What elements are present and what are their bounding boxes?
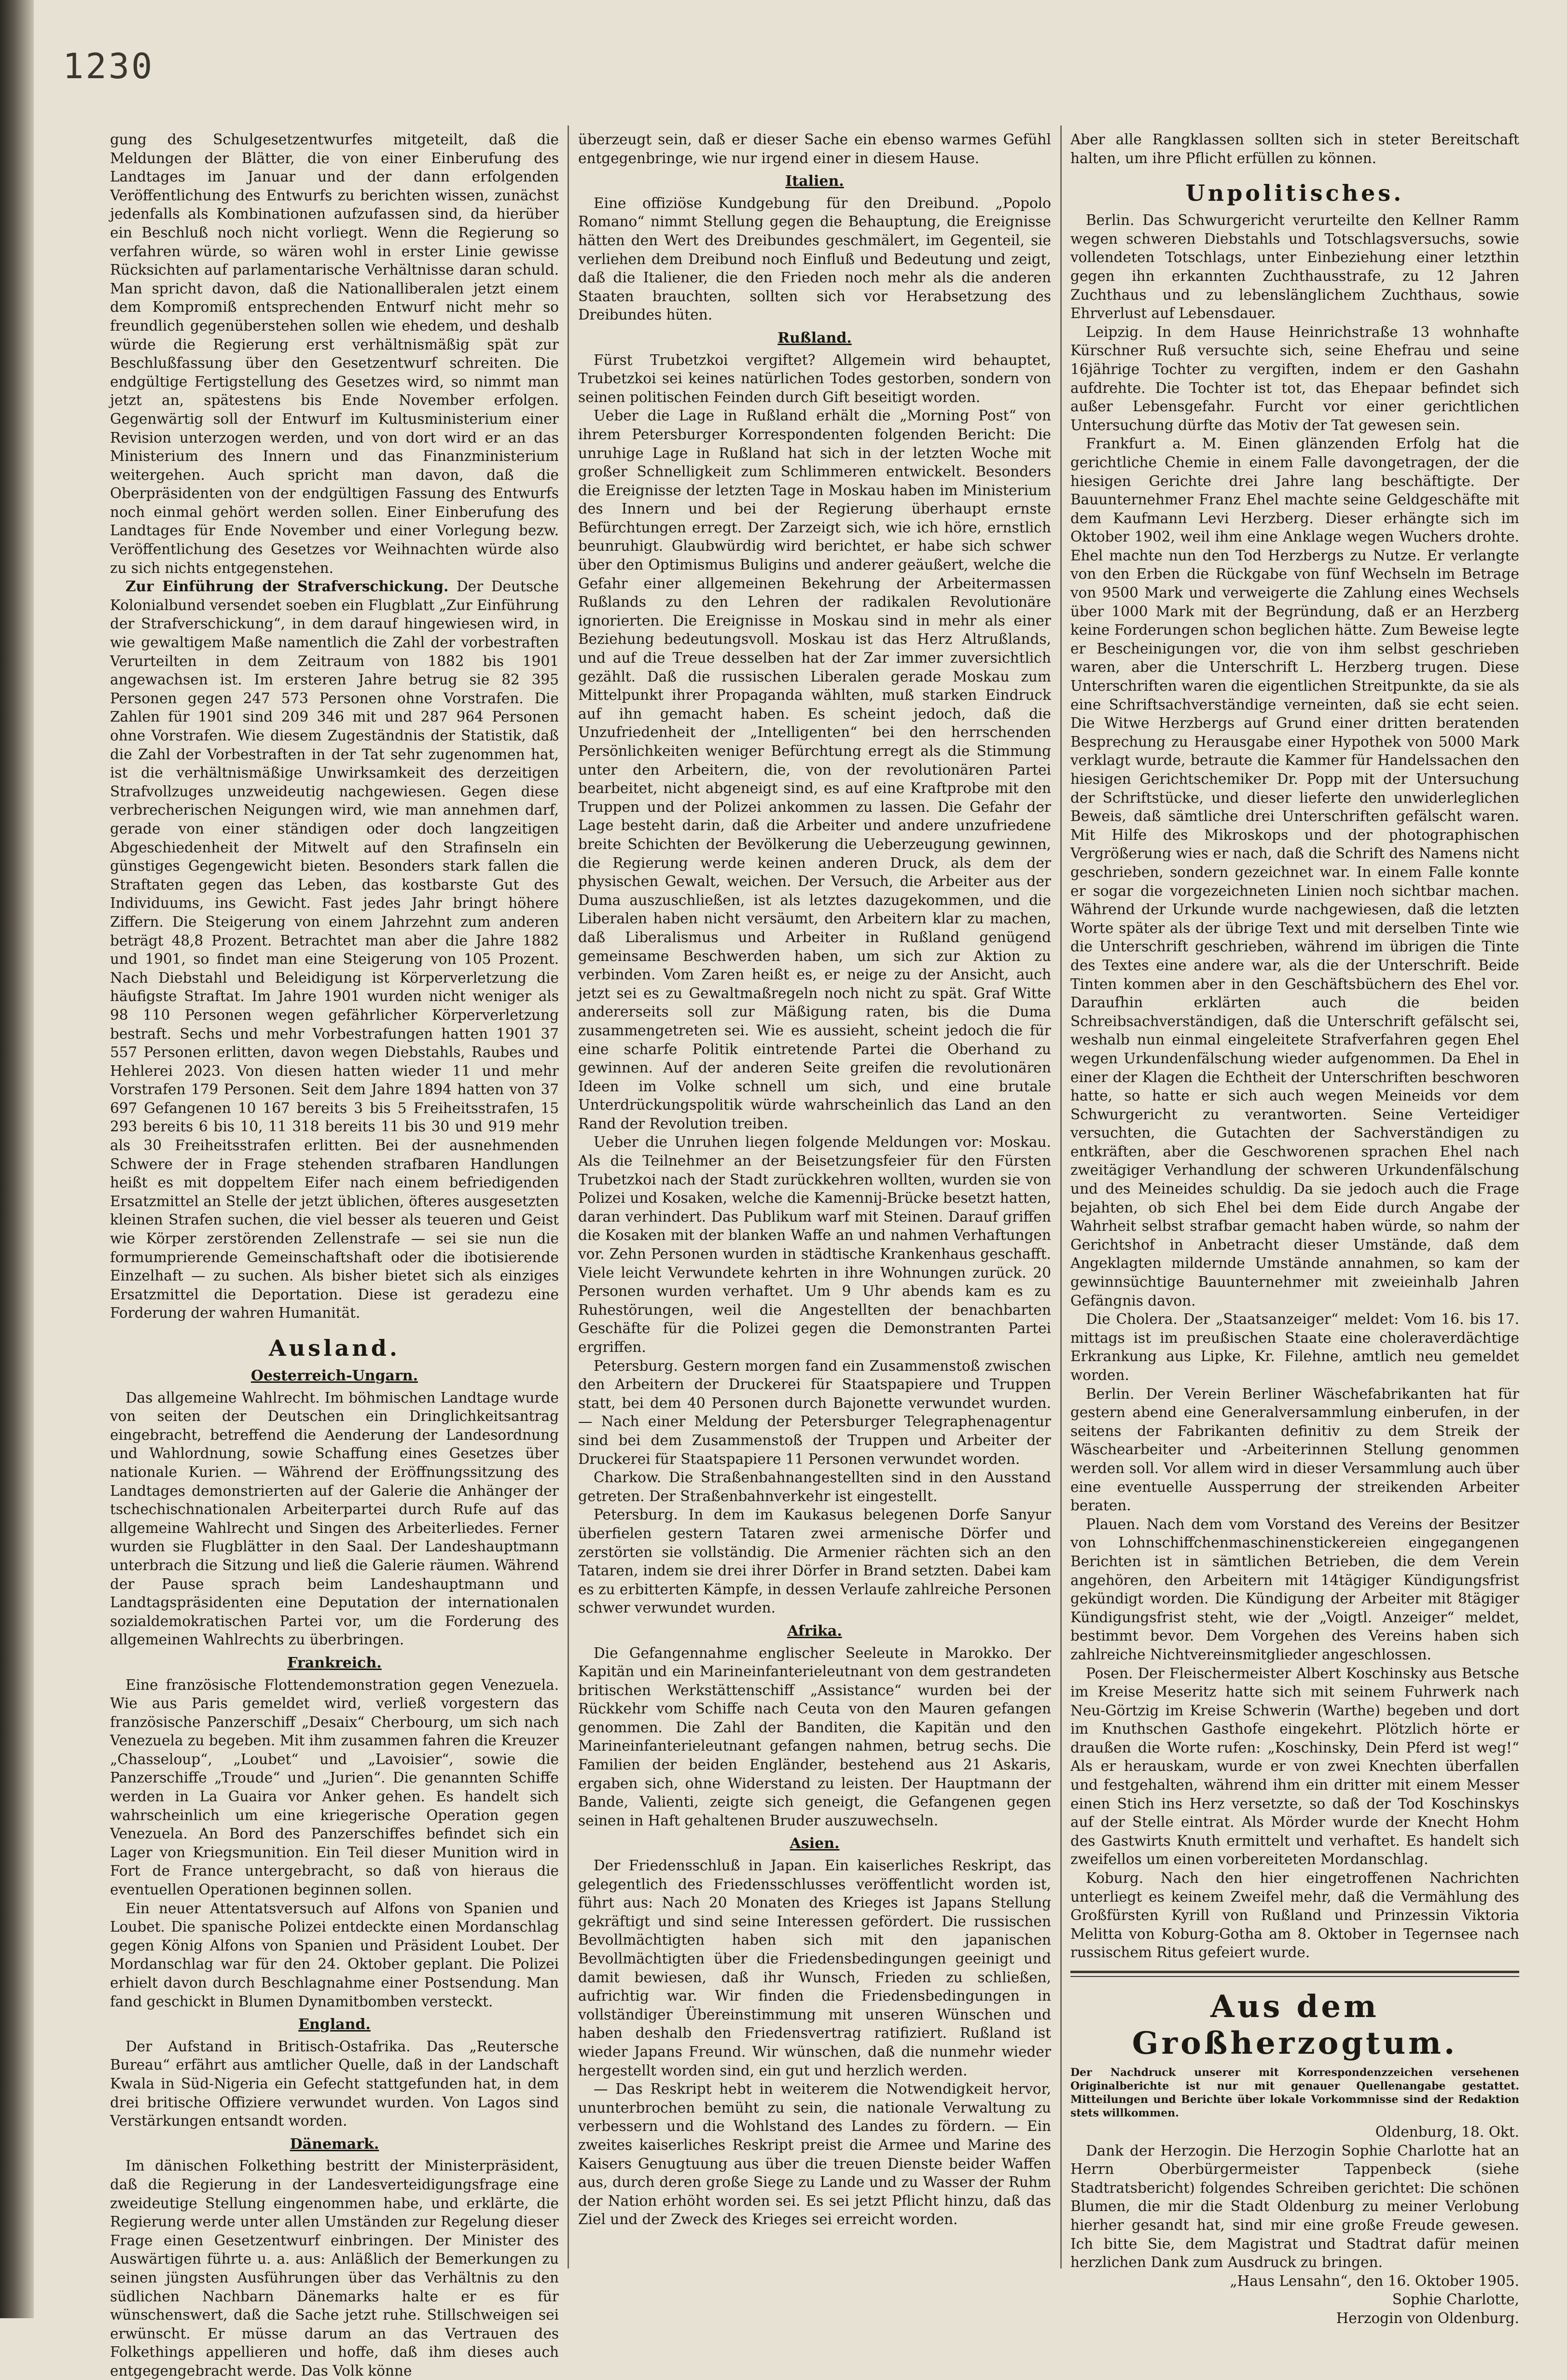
subsection-heading: Italien.: [785, 173, 844, 190]
article-text: Charkow. Die Straßenbahnangestellten sind in den Ausstand getreten. Der Straßenbahnverkehr ist eingestellt.: [578, 1469, 1051, 1504]
article-text: Berlin. Der Verein Berliner Wäschefabrikanten hat für gestern abend eine Generalversammlung einberufen, in der seitens der Fabrikanten definitiv zu dem Streik der Wäschearbeiter und -Arbeiterinnen Stellung genommen werden soll. Vor allem wird in dieser Versammlung auch über eine eventuelle Aussperrung der streikenden Arbeiter beraten.: [1070, 1385, 1519, 1514]
column-2: [578, 130, 1051, 2264]
column-3: [1070, 130, 1519, 2326]
subsection-heading: Asien.: [790, 1835, 840, 1852]
article-text: gung des Schulgesetzentwurfes mitgeteilt, daß die Meldungen der Blätter, die von einer Einberufung des Landtages im Januar und der dann erfolgenden Veröffentlichung des Entwurfs zu berichten wissen, zunächst jedenfalls als Kombinationen aufzufassen sind, da hierüber ein Beschluß noch nicht vorliegt. Wenn die Regierung so verfahren würde, so wären wohl in erster Linie gewisse Rücksichten auf parlamentarische Verhältnisse daran schuld. Man spricht davon, daß die Nationalliberalen jetzt einem dem Kompromiß entsprechenden Entwurf nicht mehr so freundlich gegenüberstehen sollen wie ehedem, und deshalb würde die Regierung erst verhältnismäßig spät zur Beschlußfassung über den Gesetzentwurf schreiten. Die endgültige Fertigstellung des Gesetzes wird, so nimmt man jetzt an, spätestens bis Ende November erfolgen. Gegenwärtig soll der Entwurf im Kultusministerium einer Revision unterzogen werden, und von dort wird er an das Ministerium des Innern und das Finanzministerium weitergehen. Auch spricht man davon, daß die Oberpräsidenten von der endgültigen Fassung des Entwurfs noch einmal gehört werden sollen. Einer Einberufung des Landtages für Ende November und einer Vorlegung bezw. Veröffentlichung des Gesetzes vor Weihnachten würde also zu sich nichts entgegenstehen.: [110, 131, 559, 576]
subsection-heading: England.: [298, 2016, 371, 2033]
article-text: Die Cholera. Der „Staatsanzeiger“ meldet: Vom 16. bis 17. mittags ist im preußischen Staate eine choleraverdächtige Erkrankung aus Lipke, Kr. Filehne, amtlich neu gemeldet worden.: [1070, 1311, 1519, 1383]
column-1: [110, 130, 559, 2379]
subsection-heading: Afrika.: [787, 1622, 842, 1640]
article-text: Ueber die Unruhen liegen folgende Meldungen vor: Moskau. Als die Teilnehmer an der Beisetzungsfeier für den Fürsten Trubetzkoi nach der Stadt zurückkehren wollten, wurden sie von Polizei und Kosaken, welche die Kamennij-Brücke besetzt hatten, daran verhindert. Das Publikum warf mit Steinen. Darauf griffen die Kosaken mit der blanken Waffe an und nahmen Verhaftungen vor. Zehn Personen wurden in städtische Krankenhaus geschafft. Viele leicht Verwundete kehrten in ihre Wohnungen zurück. 20 Personen wurden verhaftet. Um 9 Uhr abends kam es zu Ruhestörungen, weil die Angestellten der benachbarten Geschäfte für die Polizei gegen die Demonstranten Partei ergriffen.: [578, 1134, 1051, 1355]
article-text: Berlin. Das Schwurgericht verurteilte den Kellner Ramm wegen schweren Diebstahls und Totschlagsversuchs, sowie vollendeten Totschlags, unter Einbeziehung einer letzthin gegen ihn erkannten Zuchthausstrafe, zu 12 Jahren Zuchthaus und zu lebenslänglichem Zuchthaus, sowie Ehrverlust auf Lebensdauer.: [1070, 212, 1519, 322]
column-rule: [568, 125, 569, 2269]
dateline: Oldenburg, 18. Okt.: [1375, 2124, 1519, 2140]
article-text: Petersburg. In dem im Kaukasus belegenen Dorfe Sanyur überfielen gestern Tataren zwei armenische Dörfer und zerstörten sie vollständig. Die Armenier rächten sich an den Tataren, indem sie drei ihrer Dörfer in Brand setzten. Dabei kam es zu erbitterten Kämpfe, in dessen Verlaufe zahlreiche Personen schwer verwundet wurden.: [578, 1506, 1051, 1616]
article-text: Der Friedensschluß in Japan. Ein kaiserliches Reskript, das gelegentlich des Friedensschlusses veröffentlicht worden ist, führt aus: Nach 20 Monaten des Krieges ist Japans Stellung gekräftigt und sind seine Interessen gefördert. Die russischen Bevollmächtigten haben sich mit den japanischen Bevollmächtigten über die Friedensbedingungen geeinigt und damit bewiesen, daß ihr Wunsch, Frieden zu schließen, aufrichtig war. Wir finden die Friedensbedingungen in vollständiger Übereinstimmung mit unseren Wünschen und haben deshalb den Friedensvertrag ratifiziert. Rußland ist wieder Japans Freund. Wir wünschen, daß die nunmehr wieder hergestellt worden sind, ein gut und herzlich werden.: [578, 1857, 1051, 2079]
article-text: Leipzig. In dem Hause Heinrichstraße 13 wohnhafte Kürschner Ruß versuchte sich, seine Ehefrau und seine 16jährige Tochter zu vergiften, indem er den Gashahn aufdrehte. Die Tochter ist tot, das Ehepaar befindet sich außer Lebensgefahr. Furcht vor einer gerichtlichen Untersuchung dürfte das Motiv der Tat gewesen sein.: [1070, 323, 1519, 433]
subsection-heading: Oesterreich-Ungarn.: [250, 1367, 418, 1384]
subsection-heading: Frankreich.: [287, 1654, 382, 1671]
article-text: Plauen. Nach dem vom Vorstand des Vereins der Besitzer von Lohnschiffchenmaschinenstickereien eingegangenen Berichten ist in sämtlichen Betrieben, die dem Verein angehören, den Arbeitern mit 14tägiger Kündigungsfrist gekündigt worden. Die Kündigung der Arbeiter mit 8tägiger Kündigungsfrist steht, wie der „Voigtl. Anzeiger“ meldet, bestimmt bevor. Dem Vorgehen des Vereins haben sich zahlreiche Nichtvereinsmitglieder angeschlossen.: [1070, 1516, 1519, 1663]
article-text: Die Gefangennahme englischer Seeleute in Marokko. Der Kapitän und ein Marineinfanterieleutnant von dem gestrandeten britischen Werkstättenschiff „Assistance“ wurden bei der Rückkehr vom Schiffe nach Ceuta von den Mauren gefangen genommen. Die Zahl der Banditen, die Kapitän und den Marineinfanterieleutnant gefangen nahmen, betrug sechs. Die Familien der beiden Engländer, bestehend aus 21 Askaris, ergaben sich, ohne Widerstand zu leisten. Der Hauptmann der Bande, Valienti, zeigte sich geneigt, die Gefangenen gegen seinen in Haft gehaltenen Bruder auszuwechseln.: [578, 1644, 1051, 1829]
section-heading-unpolitisches: Unpolitisches.: [1185, 180, 1404, 207]
article-text: Fürst Trubetzkoi vergiftet? Allgemein wird behauptet, Trubetzkoi sei keines natürlichen Todes gestorben, sondern von seinen politischen Feinden durch Gift beseitigt worden.: [578, 351, 1051, 405]
section-divider: [1070, 1971, 1519, 1973]
article-text: überzeugt sein, daß er dieser Sache ein ebenso warmes Gefühl entgegenbringe, wie nur irgend einer in diesem Hause.: [578, 131, 1051, 167]
article-text: Frankfurt a. M. Einen glänzenden Erfolg hat die gerichtliche Chemie in einem Falle davongetragen, der die hiesigen Gerichte drei Jahre lang beschäftigte. Der Bauunternehmer Franz Ehel machte seine Geldgeschäfte mit dem Kaufmann Levi Herzberg. Dieser erhängte sich im Oktober 1902, weil ihm eine Anklage wegen Wuchers drohte. Ehel machte nun den Tod Herzbergs zu Nutze. Er verlangte von den Erben die Rückgabe von fünf Wechseln im Betrage von 9500 Mark und verweigerte die Zahlung eines Wechsels über 1000 Mark mit der Begründung, daß er an Herzberg keine Forderungen schon beglichen hätte. Zum Beweise legte er Bescheinigungen vor, die von ihm selbst geschrieben waren, aber die Unterschrift L. Herzberg trugen. Diese Unterschriften waren die eigentlichen Streitpunkte, da sie als eine Schriftsachverständige verneinten, daß sie echt seien. Die Witwe Herzbergs auf Grund einer dritten beratenden Besprechung zu Herausgabe einer Hypothek von 5000 Mark verklagt wurde, betraute die Kammer für Handelssachen den hiesigen Gerichtschemiker Dr. Popp mit der Untersuchung der Schriftstücke, und dieser lieferte den unwiderleglichen Beweis, daß sämtliche drei Unterschriften gefälscht waren. Mit Hilfe des Mikroskops und der photographischen Vergrößerung wies er nach, daß die Schrift des Namens nicht geschrieben, sondern gezeichnet war. In einem Falle konnte er sogar die vorgezeichneten Linien noch sichtbar machen. Während der Urkunde wurde nachgewiesen, daß die letzten Worte später als der übrige Text und mit derselben Tinte wie die Unterschrift geschrieben, während im übrigen die Tinte des Textes eine andere war, als die der Unterschrift. Beide Tinten kommen aber in den Geschäftsbüchern des Ehel vor. Daraufhin erklärten auch die beiden Schreibsachverständigen, daß die Unterschrift gefälscht sei, weshalb nun einmal eingeleitete Strafverfahren gegen Ehel wegen Urkundenfälschung wieder aufgenommen. Da Ehel in einer der Klagen die Echtheit der Unterschriften beschworen hatte, so hatte er sich auch wegen Meineids vor dem Schwurgericht zu verantworten. Seine Verteidiger versuchten, die Gutachten der Sachverständigen zu entkräften, aber die Geschworenen sprachen Ehel nach zweitägiger Verhandlung der schweren Urkundenfälschung und des Meineides schuldig. Da sie jedoch auch die Frage bejahten, ob sich Ehel bei dem Eide durch Angabe der Wahrheit selbst strafbar gemacht haben würde, so nahm der Gerichtshof in Anbetracht dieser Umstände, daß dem Angeklagten mildernde Umstände annahmen, so kam der gewinnsüchtige Bauunternehmer mit zweieinhalb Jahren Gefängnis davon.: [1070, 435, 1519, 1309]
section-heading-ausland: Ausland.: [269, 1335, 400, 1361]
article-body: Der Deutsche Kolonialbund versendet soeben ein Flugblatt „Zur Einführung der Strafverschickung“, in dem darauf hingewiesen wird, in wie gewaltigem Maße namentlich die Zahl der vorbestraften Verurteilten in dem Zeitraum von 1882 bis 1901 angewachsen ist. Im ersteren Jahre betrug sie 82 395 Personen gegen 247 573 Personen ohne Vorstrafen. Die Zahlen für 1901 sind 209 346 mit und 287 964 Personen ohne Vorstrafen. Wie diesem Zugeständnis der Statistik, daß die Zahl der Vorbestraften in der Tat sehr zugenommen hat, ist die verhältnismäßige Unwirksamkeit des derzeitigen Strafvollzuges unzweideutig nachgewiesen. Gegen diese verbrecherischen Neigungen wird, wie man annehmen darf, gerade von einer ständigen oder doch langzeitigen Abgeschiedenheit der Mitwelt auf den Strafinseln ein günstiges Gegengewicht bieten. Besonders stark fallen die Straftaten gegen das Leben, das kostbarste Gut des Individuums, ins Gewicht. Fast jedes Jahr bringt höhere Ziffern. Die Steigerung von einem Jahrzehnt zum anderen beträgt 48,8 Prozent. Betrachtet man aber die Jahre 1882 und 1901, so findet man eine Steigerung von 105 Prozent. Nach Diebstahl und Beleidigung ist Körperverletzung die häufigste Straftat. Im Jahre 1901 wurden nicht weniger als 98 110 Personen wegen gefährlicher Körperverletzung bestraft. Sechs und mehr Vorbestrafungen hatten 1901 37 557 Personen erlitten, davon wegen Diebstahls, Raubes und Hehlerei 2023. Von diesen hatten wieder 11 und mehr Vorstrafen 179 Personen. Seit dem Jahre 1894 hatten von 37 697 Gefangenen 10 167 bereits 3 bis 5 Freiheitsstrafen, 15 293 bereits 6 bis 10, 11 318 bereits 11 bis 30 und 919 mehr als 30 Freiheitsstrafen erlitten. Bei der ausnehmenden Schwere der in Frage stehenden strafbaren Handlungen heißt es mit doppeltem Eifer nach einem befriedigenden Ersatzmittel an Stelle der jetzt üblichen, öfteres ausgesetzten kleinen Strafen suchen, die viel besser als teueren und Geist wie Körper zerstörenden Zellenstrafe — sei sie nun die formumprierende Gemeinschaftshaft oder die ibotisierende Einzelhaft — zu suchen. Als bisher bietet sich als einziges Ersatzmittel die Deportation. Diese ist geradezu eine Forderung der wahren Humanität.: [110, 578, 559, 1322]
article-text: Petersburg. Gestern morgen fand ein Zusammenstoß zwischen den Arbeitern der Druckerei für Staatspapiere und Truppen statt, bei dem 40 Personen durch Bajonette verwundet wurden. — Nach einer Meldung der Petersburger Telegraphenagentur sind bei dem Zusammenstoß der Truppen und Arbeiter der Druckerei für Staatspapiere 11 Personen verwundet worden.: [578, 1357, 1051, 1467]
article-text: Eine offiziöse Kundgebung für den Dreibund. „Popolo Romano“ nimmt Stellung gegen die Behauptung, die Ereignisse hätten den Wert des Dreibundes geschmälert, im Gegenteil, sie verliehen dem Dreibund noch Einfluß und Bedeutung und zeigt, daß die Italiener, die den Frieden noch mehr als die anderen Staaten brauchten, sollten sich vor Herabsetzung des Dreibundes hüten.: [578, 195, 1051, 323]
section-divider: [1070, 1976, 1519, 1977]
letter-signature: Sophie Charlotte,: [1392, 2291, 1519, 2308]
article-text: Im dänischen Folkething bestritt der Ministerpräsident, daß die Regierung in der Landesverteidigungsfrage eine zweideutige Stellung eingenommen habe, und erklärte, die Regierung werde unter allen Umständen zur Regelung dieser Frage einen Gesetzentwurf einbringen. Der Minister des Auswärtigen führte u. a. aus: Anläßlich der Bemerkungen zu seinen jüngsten Ausführungen über das Verhältnis zu den südlichen Nachbarn Dänemarks halte er es für wünschenswert, daß die Sache jetzt ruhe. Stillschweigen sei erwünscht. Er müsse darum an das Vertrauen des Folkethings appellieren und hoffe, daß ihm dieses auch entgegengebracht werde. Das Volk könne: [110, 2157, 559, 2379]
letter-signature-title: Herzogin von Oldenburg.: [1336, 2310, 1519, 2326]
article-text: Posen. Der Fleischermeister Albert Koschinsky aus Betsche im Kreise Meseritz hatte sich mit seinem Fuhrwerk nach Neu-Görtzig im Kreise Schwerin (Warthe) begeben und dort im Knuthschen Gasthofe eingekehrt. Plötzlich hörte er draußen die Worte rufen: „Koschinsky, Dein Pferd ist weg!“ Als er herauskam, wurde er von zwei Knechten überfallen und festgehalten, während ihm ein dritter mit einem Messer einen Stich ins Herz versetzte, so daß der Tod Koschinskys auf der Stelle eintrat. Als Mörder wurde der Knecht Hohm des Gastwirts Knuth ermittelt und verhaftet. Es handelt sich zweifellos um einen vorbereiteten Mordanschlag.: [1070, 1665, 1519, 1868]
subsection-heading: Rußland.: [777, 329, 852, 347]
section-heading-grossherzogtum: Aus dem Großherzogtum.: [1132, 1989, 1458, 2061]
article-text: Das allgemeine Wahlrecht. Im böhmischen Landtage wurde von seiten der Deutschen ein Dringlichkeitsantrag eingebracht, betreffend die Aenderung der Landesordnung und Wahlordnung, sowie Schaffung eines Gesetzes über nationale Kurien. — Während der Eröffnungssitzung des Landtages demonstrierten auf der Galerie die Anhänger der tschechischnationalen Arbeiterpartei durch Rufe auf das allgemeine Wahlrecht und Singen des Arbeiterliedes. Ferner wurden sie Flugblätter in den Saal. Der Landeshauptmann unterbrach die Sitzung und ließ die Galerie räumen. Während der Pause sprach beim Landeshauptmann und Landtagspräsidenten eine Deputation der internationalen sozialdemokratischen Partei vor, um die Forderung des allgemeinen Wahlrechts zu überbringen.: [110, 1389, 559, 1648]
article-text: Ueber die Lage in Rußland erhält die „Morning Post“ von ihrem Petersburger Korrespondenten folgenden Bericht: Die unruhige Lage in Rußland hat sich in der letzten Woche mit großer Schnelligkeit zum Schlimmeren entwickelt. Besonders die Ereignisse der letzten Tage in Moskau haben im Ministerium des Innern und bei der Regierung überhaupt ernste Befürchtungen erregt. Der Zarzeigt sich, wie ich höre, ernstlich beunruhigt. Glaubwürdig wird berichtet, er habe sich schwer über den Optimismus Buligins und anderer geäußert, welche die Gefahr einer allgemeinen Bekehrung der Arbeitermassen Rußlands zu den Lehren der radikalen Revolutionäre ignorierten. Die Ereignisse in Moskau sind in mehr als einer Beziehung bedeutungsvoll. Moskau ist das Herz Altrußlands, und auf die Treue desselben hat der Zar immer zuversichtlich gezählt. Daß die russischen Liberalen gerade Moskau zum Mittelpunkt ihrer Propaganda wählten, muß starken Eindruck auf ihn gemacht haben. Es scheint jedoch, daß die Unzufriedenheit der „Intelligenten“ bei den herrschenden Persönlichkeiten weniger Befürchtung erregt als die Stimmung unter den Arbeitern, die, von der revolutionären Partei bearbeitet, nicht abgeneigt sind, es auf eine Kraftprobe mit den Truppen und der Polizei ankommen zu lassen. Die Gefahr der Lage besteht darin, daß die Arbeiter und andere unzufriedene breite Schichten der Bevölkerung die Ueberzeugung gewinnen, die Regierung werde keinen anderen Druck, als dem der physischen Gewalt, weichen. Der Versuch, die Arbeiter aus der Duma auszuschließen, ist als letztes dazugekommen, und die Liberalen haben nicht versäumt, den Arbeitern klar zu machen, daß Liberalismus und Arbeiter in Rußland genügend gemeinsame Beschwerden haben, um sich zur Aktion zu verbinden. Vom Zaren heißt es, er neige zu der Ansicht, auch jetzt sei es zu Gewaltmaßregeln noch nicht zu spät. Graf Witte andererseits soll zur Mäßigung raten, bis die Duma zusammengetreten sei. Wie es aussieht, scheint jedoch die für eine scharfe Politik eintretende Partei die Oberhand zu gewinnen. Auf der anderen Seite greifen die revolutionären Ideen im Volke schnell um sich, und eine brutale Unterdrückungspolitik würde wahrscheinlich das Land an den Rand der Revolution treiben.: [578, 407, 1051, 1132]
page-number: 1230: [63, 46, 154, 86]
article-text: Aber alle Rangklassen sollten sich in steter Bereitschaft halten, um ihre Pflicht erfüllen zu können.: [1070, 131, 1519, 167]
reprint-notice: Der Nachdruck unserer mit Korrespondenzzeichen versehenen Originalberichte ist nur mit genauer Quellenangabe gestattet. Mitteilungen und Berichte über lokale Vorkommnisse sind der Redaktion stets willkommen.: [1070, 2066, 1519, 2119]
article-lead: Zur Einführung der Strafverschickung.: [125, 578, 449, 595]
article-text: Dank der Herzogin. Die Herzogin Sophie Charlotte hat an Herrn Oberbürgermeister Tappenbeck (siehe Stadtratsbericht) folgendes Schreiben gerichtet: Die schönen Blumen, die mir die Stadt Oldenburg zu meiner Verlobung hierher gesandt hat, sind mir eine große Freude gewesen. Ich bitte Sie, dem Magistrat und Stadtrat dafür meinen herzlichen Dank zum Ausdruck zu bringen.: [1070, 2142, 1519, 2271]
letter-place-date: „Haus Lensahn“, den 16. Oktober 1905.: [1230, 2272, 1519, 2289]
subsection-heading: Dänemark.: [290, 2135, 379, 2153]
article-text: [110, 577, 559, 1322]
article-text: Der Aufstand in Britisch-Ostafrika. Das „Reutersche Bureau“ erfährt aus amtlicher Quelle, daß in der Landschaft Kwala in Süd-Nigeria ein Gefecht stattgefunden hat, in dem drei britische Offiziere verwundet wurden. Von Lagos sind Verstärkungen entsandt worden.: [110, 2038, 559, 2129]
column-rule: [1060, 125, 1062, 2269]
article-text: Ein neuer Attentatsversuch auf Alfons von Spanien und Loubet. Die spanische Polizei entdeckte einen Mordanschlag gegen König Alfons von Spanien und Präsident Loubet. Der Mordanschlag war für den 24. Oktober geplant. Die Polizei erhielt davon durch Beschlagnahme einer Postsendung. Man fand geschickt in Blumen Dynamitbomben versteckt.: [110, 1900, 559, 2010]
article-text: — Das Reskript hebt in weiterem die Notwendigkeit hervor, ununterbrochen bemüht zu sein, die nationale Verwaltung zu verbessern und die Wohlstand des Landes zu fördern. — Ein zweites kaiserliches Reskript preist die Armee und Marine des Kaisers Genugtuung aus über die treuen Dienste beider Waffen aus, durch deren große Siege zu Lande und zu Wasser der Ruhm der Nation erhöht worden sei. Es sei jetzt Pflicht hinzu, daß das Ziel und der Zweck des Krieges sei erreicht worden.: [578, 2081, 1051, 2228]
article-text: Eine französische Flottendemonstration gegen Venezuela. Wie aus Paris gemeldet wird, verließ vorgestern das französische Panzerschiff „Desaix“ Cherbourg, um sich nach Venezuela zu begeben. Mit ihm zusammen fahren die Kreuzer „Chasseloup“, „Loubet“ und „Lavoisier“, sowie die Panzerschiffe „Troude“ und „Jurien“. Die genannten Schiffe werden in La Guaira vor Anker gehen. Es handelt sich wahrscheinlich um eine kriegerische Operation gegen Venezuela. An Bord des Panzerschiffes befindet sich ein Lager von Kriegsmunition. Ein Teil dieser Munition wird in Fort de France untergebracht, so daß von hieraus die eventuellen Operationen beginnen sollen.: [110, 1676, 559, 1898]
scan-binding-edge: [0, 0, 34, 2318]
article-text: Koburg. Nach den hier eingetroffenen Nachrichten unterliegt es keinem Zweifel mehr, daß die Vermählung des Großfürsten Kyrill von Rußland und Prinzessin Viktoria Melitta von Koburg-Gotha am 8. Oktober in Tegernsee nach russischem Ritus gefeiert wurde.: [1070, 1870, 1519, 1961]
